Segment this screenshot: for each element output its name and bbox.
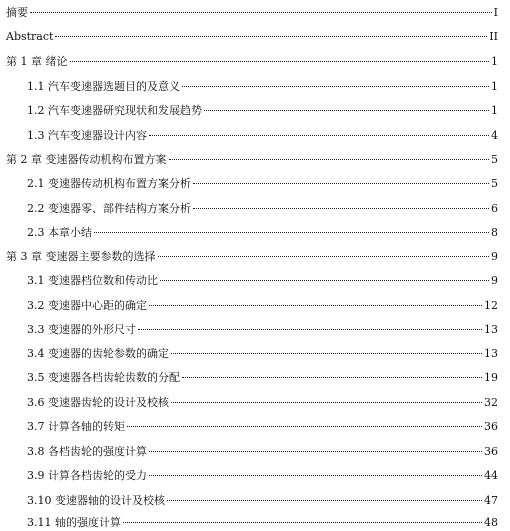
toc-section-entry[interactable] — [0, 103, 510, 119]
toc-section-entry[interactable] — [0, 468, 510, 484]
toc-section-entry[interactable] — [0, 298, 510, 314]
toc-section-entry[interactable] — [0, 201, 510, 217]
toc-entry-page-number: 1 — [491, 55, 498, 68]
toc-section-entry[interactable] — [0, 79, 510, 95]
dot-leader — [138, 329, 482, 330]
toc-entry-title: 3.4 变速器的齿轮参数的确定 — [27, 347, 169, 360]
dot-leader — [149, 135, 489, 136]
toc-chapter-entry[interactable] — [0, 54, 510, 70]
toc-section-entry[interactable] — [0, 444, 510, 460]
toc-chapter-entry[interactable] — [0, 152, 510, 168]
toc-entry-title: 3.5 变速器各档齿轮齿数的分配 — [27, 371, 180, 384]
toc-entry-title: 2.2 变速器零、部件结构方案分析 — [27, 202, 191, 215]
toc-entry-title: 摘要 — [6, 6, 28, 19]
dot-leader — [193, 183, 489, 184]
toc-entry-page-number: I — [493, 6, 498, 19]
dot-leader — [55, 36, 487, 37]
toc-section-entry[interactable] — [0, 419, 510, 435]
toc-entry-title: 2.1 变速器传动机构布置方案分析 — [27, 177, 191, 190]
dot-leader — [70, 61, 490, 62]
toc-section-entry[interactable] — [0, 273, 510, 289]
toc-entry-title: 第 1 章 绪论 — [6, 55, 68, 68]
dot-leader — [171, 402, 482, 403]
dot-leader — [30, 12, 492, 13]
dot-leader — [182, 377, 482, 378]
toc-entry-page-number: 19 — [484, 371, 498, 384]
toc-section-entry[interactable] — [0, 493, 510, 509]
dot-leader — [193, 208, 489, 209]
dot-leader — [169, 159, 490, 160]
toc-entry-page-number: 8 — [491, 226, 498, 239]
dot-leader — [182, 86, 489, 87]
toc-section-entry[interactable] — [0, 515, 510, 531]
toc-entry-title: 2.3 本章小结 — [27, 226, 92, 239]
toc-entry-title: 3.2 变速器中心距的确定 — [27, 299, 147, 312]
toc-section-entry[interactable] — [0, 176, 510, 192]
toc-entry-title: 3.10 变速器轴的设计及校核 — [27, 494, 165, 507]
toc-section-entry[interactable] — [0, 225, 510, 241]
toc-section-entry[interactable] — [0, 370, 510, 386]
toc-entry-title: 1.2 汽车变速器研究现状和发展趋势 — [27, 104, 202, 117]
dot-leader — [167, 500, 482, 501]
dot-leader — [127, 426, 482, 427]
toc-entry-title: 第 2 章 变速器传动机构布置方案 — [6, 153, 167, 166]
dot-leader — [158, 256, 490, 257]
dot-leader — [204, 110, 489, 111]
dot-leader — [160, 280, 489, 281]
toc-entry-title: 3.8 各档齿轮的强度计算 — [27, 445, 147, 458]
toc-entry-title: 3.3 变速器的外形尺寸 — [27, 323, 136, 336]
toc-entry-title: 3.9 计算各档齿轮的受力 — [27, 469, 147, 482]
toc-section-entry[interactable] — [0, 128, 510, 144]
toc-entry-page-number: 32 — [484, 396, 498, 409]
toc-entry-page-number: 47 — [484, 494, 498, 507]
toc-entry-page-number: 9 — [491, 250, 498, 263]
toc-entry-page-number: 9 — [491, 274, 498, 287]
toc-entry-page-number: 36 — [484, 420, 498, 433]
toc-entry-page-number: 6 — [491, 202, 498, 215]
toc-entry-title: 第 3 章 变速器主要参数的选择 — [6, 250, 156, 263]
toc-section-entry[interactable] — [0, 346, 510, 362]
toc-entry-title: 1.1 汽车变速器选题目的及意义 — [27, 80, 180, 93]
toc-entry-title: Abstract — [6, 30, 54, 43]
toc-entry-page-number: 5 — [491, 177, 498, 190]
toc-entry-page-number: 12 — [484, 299, 498, 312]
toc-entry-title: 1.3 汽车变速器设计内容 — [27, 129, 147, 142]
toc-entry-title: 3.7 计算各轴的转矩 — [27, 420, 125, 433]
toc-chapter-entry[interactable] — [0, 29, 510, 45]
toc-entry-page-number: 44 — [484, 469, 498, 482]
toc-entry-page-number: 5 — [491, 153, 498, 166]
toc-chapter-entry[interactable] — [0, 5, 510, 21]
toc-chapter-entry[interactable] — [0, 249, 510, 265]
toc-section-entry[interactable] — [0, 322, 510, 338]
toc-entry-page-number: 4 — [491, 129, 498, 142]
dot-leader — [149, 475, 482, 476]
toc-entry-page-number: 1 — [491, 104, 498, 117]
toc-entry-page-number: 13 — [484, 347, 498, 360]
dot-leader — [171, 353, 482, 354]
dot-leader — [123, 522, 482, 523]
toc-entry-page-number: 1 — [491, 80, 498, 93]
dot-leader — [94, 232, 489, 233]
toc-section-entry[interactable] — [0, 395, 510, 411]
toc-entry-title: 3.11 轴的强度计算 — [27, 516, 121, 529]
toc-entry-page-number: 13 — [484, 323, 498, 336]
dot-leader — [149, 305, 482, 306]
toc-entry-title: 3.1 变速器档位数和传动比 — [27, 274, 158, 287]
dot-leader — [149, 451, 482, 452]
toc-entry-page-number: 48 — [484, 516, 498, 529]
toc-entry-page-number: II — [489, 30, 498, 43]
toc-entry-title: 3.6 变速器齿轮的设计及校核 — [27, 396, 169, 409]
toc-entry-page-number: 36 — [484, 445, 498, 458]
